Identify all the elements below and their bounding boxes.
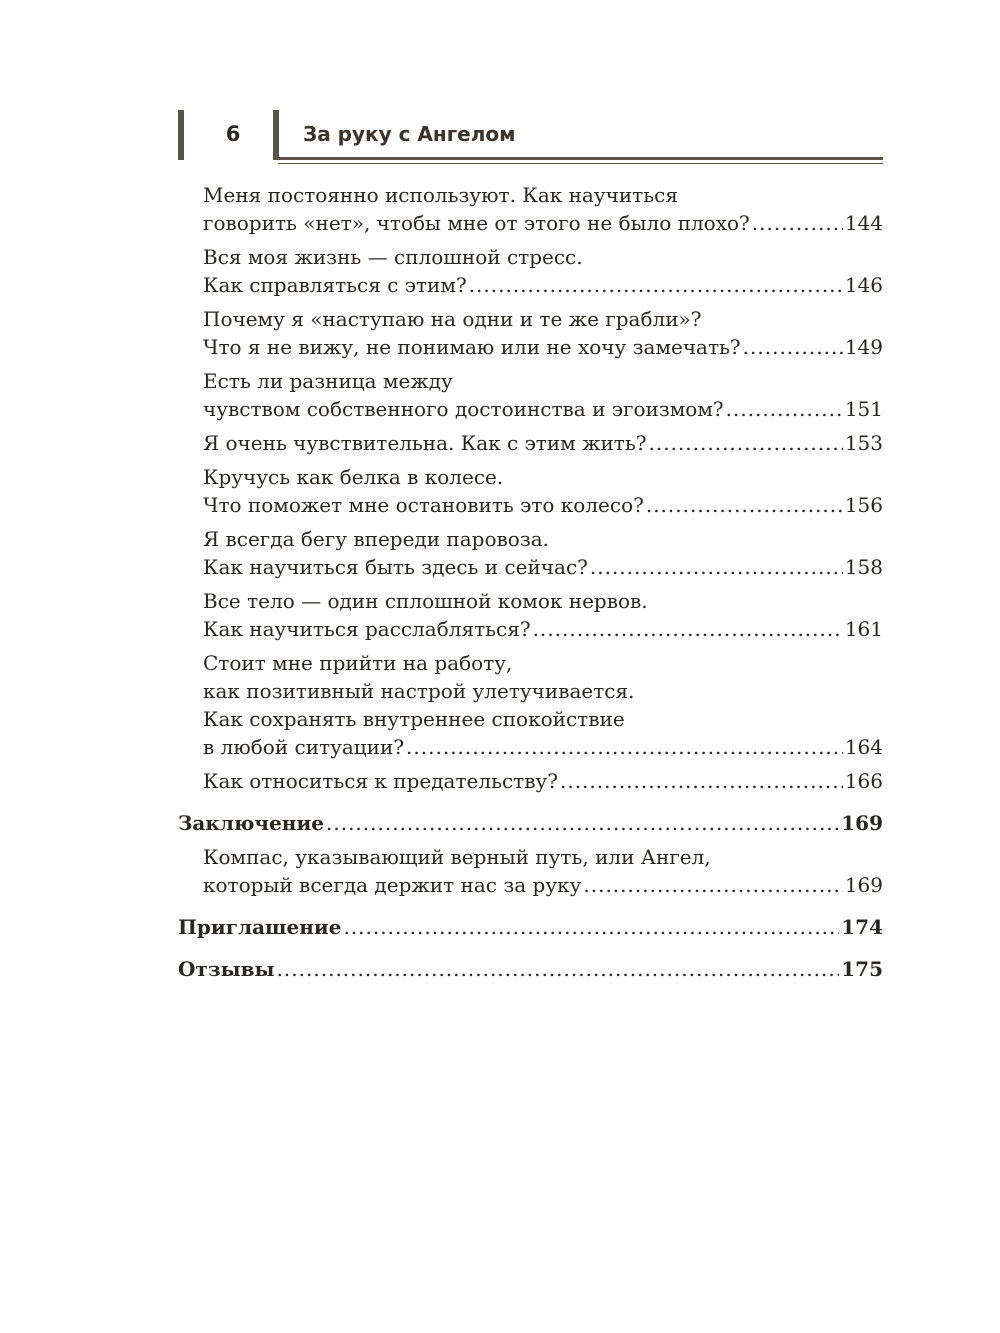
toc-page-number: 144 <box>844 211 883 235</box>
toc-entry-title-line: Как справляться с этим? <box>203 273 467 297</box>
toc-entry <box>178 181 883 237</box>
toc-entry <box>178 305 883 361</box>
toc-entry-title-line: Я всегда бегу впереди паровоза. <box>203 527 550 551</box>
toc-entry-title-line: говорить «нет», чтобы мне от этого не было плохо? <box>203 211 750 235</box>
toc-entry-title-line: Что я не вижу, не понимаю или не хочу замечать? <box>203 335 741 359</box>
dot-leader <box>583 871 842 899</box>
dot-leader <box>277 955 840 983</box>
toc-entry-title-line: Как научиться быть здесь и сейчас? <box>203 555 588 579</box>
toc-entry <box>178 587 883 643</box>
toc-section <box>178 809 883 837</box>
toc-entry-title-line: Заключение <box>178 811 324 835</box>
toc-entry-leader-row <box>178 913 883 941</box>
toc-page-number: 175 <box>841 957 883 981</box>
toc-page-number: 156 <box>844 493 883 517</box>
toc-entry-title-line: Я очень чувствительна. Как с этим жить? <box>203 431 647 455</box>
table-of-contents <box>178 181 883 989</box>
dot-leader <box>726 395 843 423</box>
toc-entry-title-line: Меня постоянно используют. Как научиться <box>203 183 678 207</box>
dot-leader <box>533 615 843 643</box>
toc-entry-leader-row <box>203 429 883 457</box>
dot-leader <box>560 767 843 795</box>
toc-page-number: 158 <box>844 555 883 579</box>
toc-page-number: 174 <box>841 915 883 939</box>
header-bar-left <box>178 110 184 160</box>
running-header <box>178 110 883 166</box>
page-number: 6 <box>225 122 241 146</box>
toc-entry-title-line: Есть ли разница между <box>203 369 453 393</box>
dot-leader <box>343 913 839 941</box>
toc-entry <box>178 767 883 795</box>
toc-entry-leader-row <box>203 209 883 237</box>
toc-page-number: 164 <box>844 735 883 759</box>
dot-leader <box>469 271 843 299</box>
toc-entry-title-line: как позитивный настрой улетучивается. <box>203 679 635 703</box>
toc-entry-title-line: который всегда держит нас за руку <box>203 873 582 897</box>
toc-entry-title-line: Вся моя жизнь — сплошной стресс. <box>203 245 583 269</box>
dot-leader <box>646 491 843 519</box>
dot-leader <box>406 733 843 761</box>
toc-page-number: 146 <box>844 273 883 297</box>
toc-section <box>178 955 883 983</box>
book-title: За руку с Ангелом <box>303 122 516 146</box>
toc-page-number: 153 <box>844 431 883 455</box>
header-rule-thin <box>278 163 883 164</box>
dot-leader <box>752 209 843 237</box>
dot-leader <box>590 553 843 581</box>
toc-entry-title-line: Что поможет мне остановить это колесо? <box>203 493 644 517</box>
toc-entry-leader-row <box>203 271 883 299</box>
toc-page-number: 169 <box>841 811 883 835</box>
toc-entry-title-line: Как относиться к предательству? <box>203 769 558 793</box>
toc-entry-leader-row <box>203 553 883 581</box>
header-rule-thick <box>278 157 883 160</box>
toc-entry-leader-row <box>203 333 883 361</box>
toc-entry-title-line: Как научиться расслабляться? <box>203 617 531 641</box>
toc-entry-title-line: чувством собственного достоинства и эгоизмом? <box>203 397 724 421</box>
toc-page-number: 149 <box>844 335 883 359</box>
toc-entry <box>178 367 883 423</box>
dot-leader <box>326 809 839 837</box>
toc-page-number: 151 <box>844 397 883 421</box>
toc-entry-leader-row <box>203 491 883 519</box>
toc-entry-leader-row <box>203 395 883 423</box>
header-bar-divider <box>273 110 279 160</box>
toc-entry-leader-row <box>203 871 883 899</box>
toc-entry-leader-row <box>203 615 883 643</box>
toc-entry-title-line: Почему я «наступаю на одни и те же грабли»? <box>203 307 702 331</box>
toc-entry-title-line: Стоит мне прийти на работу, <box>203 651 513 675</box>
toc-entry-leader-row <box>178 809 883 837</box>
toc-entry-title-line: Все тело — один сплошной комок нервов. <box>203 589 648 613</box>
toc-entry <box>178 243 883 299</box>
toc-section <box>178 913 883 941</box>
toc-entry <box>178 429 883 457</box>
toc-entry-title-line: Как сохранять внутреннее спокойствие <box>203 707 625 731</box>
toc-entry <box>178 463 883 519</box>
toc-entry <box>178 649 883 761</box>
toc-entry <box>178 843 883 899</box>
toc-entry-title-line: в любой ситуации? <box>203 735 405 759</box>
toc-entry-title-line: Кручусь как белка в колесе. <box>203 465 504 489</box>
toc-page-number: 169 <box>844 873 883 897</box>
toc-entry <box>178 525 883 581</box>
toc-entry-leader-row <box>203 733 883 761</box>
dot-leader <box>649 429 843 457</box>
toc-entry-title-line: Компас, указывающий верный путь, или Ангел, <box>203 845 711 869</box>
toc-entry-title-line: Отзывы <box>178 957 275 981</box>
toc-page-number: 166 <box>844 769 883 793</box>
toc-page-number: 161 <box>844 617 883 641</box>
dot-leader <box>743 333 843 361</box>
toc-entry-leader-row <box>203 767 883 795</box>
toc-entry-leader-row <box>178 955 883 983</box>
toc-entry-title-line: Приглашение <box>178 915 342 939</box>
